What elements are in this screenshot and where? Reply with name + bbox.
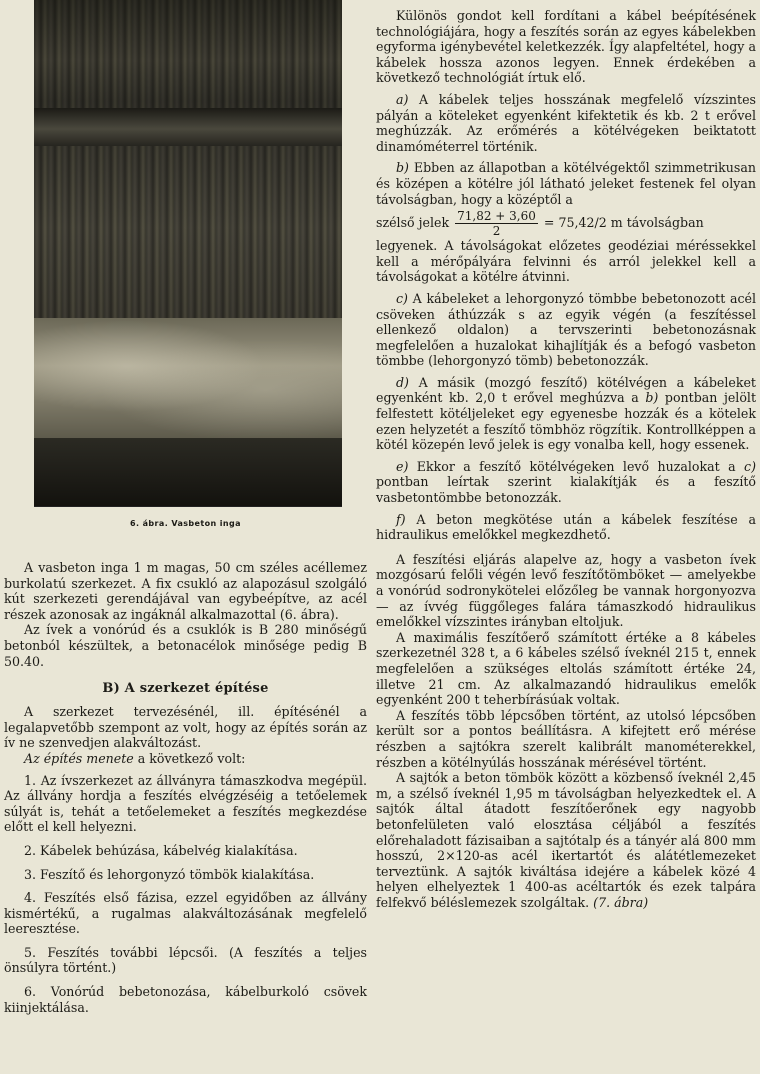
paragraph-text: pontban leírtak szerint kialakítják és a feszítő vasbetontömbbe betonozzák.: [376, 474, 756, 506]
list-item: 1. Az ívszerkezet az állványra támaszkodva megépül. Az állvány hordja a feszítés elvégzéséig a tetőelemek súlyát is, tehát a tetőelemeket a feszítés megkezdése előtt el kell helyezni.: [4, 772, 367, 835]
paragraph-text: Ebben az állapotban a kötélvégektől szimmetrikusan és középen a kötélre jól látható jeleket festenek fel olyan távolságban, hogy a középtől a: [376, 160, 756, 207]
list-item: 6. Vonórúd bebetonozása, kábelburkoló csövek kiinjektálása.: [4, 984, 367, 1015]
paragraph-text: Ekkor a feszítő kötélvégeken levő huzalokat a: [408, 458, 745, 474]
step-reference: c): [744, 458, 756, 474]
paragraph: A feszítési eljárás alapelve az, hogy a vasbeton ívek mozgósarú felőli végén levő feszítőtömböket — amelyekbe a vonórúd sodronykötelei előzőleg be vannak horgonyozva — az ívvég függőleges falára támaszkodó hidraulikus emelőkkel vízszintes irányban eltoljuk.: [376, 551, 756, 630]
paragraph-text: A másik (mozgó feszítő) kötélvégen a kábeleket egyenként kb. 2,0 t erővel meghúzva a: [376, 374, 756, 406]
formula-line: [376, 209, 756, 238]
paragraph: A feszítés több lépcsőben történt, az utolsó lépcsőben került sor a pontos beállításra. A kifejtett erő mérése részben a sajtókra szerelt kalibrált manométerekkel, részben a kötélnyúlás hosszának mérésével történt.: [376, 707, 756, 770]
figure-photo: [34, 0, 342, 507]
step-marker: f): [396, 511, 406, 527]
list-item: 2. Kábelek behúzása, kábelvég kialakítása.: [24, 842, 298, 858]
step-b: [376, 160, 756, 207]
step-e: [376, 459, 756, 506]
paragraph-text: A sajtók a beton tömbök között a közbenső íveknél 2,45 m, a szélső íveknél 1,95 m távolságban helyezkedtek el. A sajtók által átadott feszítőerőnek egy nagyobb betonfelületen való elosztása céljából a feszítés előrehaladott fázisaiban a sajtótalp és a tányér alá 800 mm hosszú, 2×120-as acél ikertartót és alátétlemezeket terveztünk. A sajtók kiváltása idejére a kábelek közé 4 helyen elhelyeztek 1 400-as acéltartók és ezek talpára felfekvő béléslemezek szolgáltak.: [376, 770, 756, 910]
figure-reference: (7. ábra): [593, 894, 649, 910]
figure-caption: 6. ábra. Vasbeton inga: [130, 519, 241, 528]
fraction-denominator: 2: [492, 224, 501, 239]
paragraph-text: A beton megkötése után a kábelek feszítése a hidraulikus emelőkkel megkezdhető.: [376, 511, 756, 543]
step-reference: b): [645, 390, 659, 406]
fraction: [455, 209, 538, 238]
figure-beam: [34, 108, 342, 146]
paragraph-text: A kábeleket a lehorgonyzó tömbbe bebetonozott acél csöveken áthúzzák s az egyik végén (a feszítéssel ellenkező oldalon) a tervszerinti bebetonozásnak megfelelően a huzalokat kihajlítják és a befogó vasbeton tömbbe (lehorgonyzó tömb) bebetonozzák.: [376, 290, 756, 369]
step-marker: a): [396, 91, 409, 107]
fraction-numerator: 71,82 + 3,60: [457, 209, 536, 224]
paragraph: Az ívek a vonórúd és a csuklók is B 280 minőségű betonból készültek, a betonacélok minősége pedig B 50.40.: [4, 622, 367, 669]
paragraph: A maximális feszítőerő számított értéke a 8 kábeles szerkezetnél 328 t, a 6 kábeles szélső íveknél 215 t, ennek megfelelően a szükséges eltolás számított értéke 24, illetve 21 cm. Az alkalmazandó hidraulikus emelők egyenként 200 t teherbírásúak voltak.: [376, 629, 756, 708]
right-column: [376, 8, 756, 910]
paragraph-text: a következő volt:: [133, 750, 246, 766]
step-marker: c): [396, 290, 408, 306]
paragraph: [4, 751, 367, 767]
list-item: 4. Feszítés első fázisa, ezzel egyidőben az állvány kismértékű, a rugalmas alakváltozásának megfelelő leeresztése.: [4, 890, 367, 937]
list-item: 3. Feszítő és lehorgonyzó tömbök kialakítása.: [24, 866, 315, 882]
formula-suffix: = 75,42/2 m távolságban: [543, 215, 704, 231]
step-a: [376, 92, 756, 154]
step-list: [4, 773, 367, 1016]
emphasis: Az építés menete: [24, 750, 134, 766]
paragraph-text: A kábelek teljes hosszának megfelelő vízszintes pályán a köteleket egyenként kifektetik és kb. 2 t erővel meghúzzák. Az erőmérés a kötélvégeken beiktatott dinamóméterrel történik.: [376, 91, 756, 154]
step-d: [376, 375, 756, 453]
paragraph: A vasbeton inga 1 m magas, 50 cm széles acéllemez burkolatú szerkezet. A fix csukló az alapozásul szolgáló kút szerkezeti gerendájával van egybeépítve, az acél részek azonosak az ingáknál alkalmazottal (6. ábra).: [4, 560, 367, 622]
paragraph: [376, 770, 756, 910]
step-f: [376, 512, 756, 543]
step-marker: b): [396, 160, 409, 176]
step-c: [376, 291, 756, 369]
left-text: [4, 560, 367, 1015]
list-item: 5. Feszítés további lépcsői. (A feszítés a teljes önsúlyra történt.): [4, 944, 367, 976]
section-heading: B) A szerkezet építése: [102, 681, 269, 697]
formula-prefix: szélső jelek: [376, 215, 450, 231]
paragraph: Különös gondot kell fordítani a kábel beépítésének technológiájára, hogy a feszítés során az egyes kábelekben egyforma igénybevétel keletkezzék. Így alapfeltétel, hogy a kábelek hossza azonos legyen. Ennek érdekében a következő technológiát írtuk elő.: [376, 8, 756, 86]
paragraph-text: pontban jelölt felfestett kötéljeleket egy egyenesbe hozzák és a kötelek ezen helyzetét a feszítő tömbhöz rögzítik. Kontrollképpen a kötél közepén levő jelek is egy vonalba kell, hogy essenek.: [376, 390, 757, 453]
paragraph: legyenek. A távolságokat előzetes geodéziai méréssekkel kell a mérőpályára felvinni és arról jelekkel kell a távolságokat a kötélre átvinni.: [376, 238, 756, 285]
figure-shadow: [34, 438, 342, 506]
step-marker: d): [396, 374, 409, 390]
figure-slab: [34, 318, 342, 438]
paragraph: A szerkezet tervezésénél, ill. építésénél a legalapvetőbb szempont az volt, hogy az építés során az ív ne szenvedjen alakváltozást.: [4, 704, 367, 751]
step-marker: e): [396, 458, 409, 474]
